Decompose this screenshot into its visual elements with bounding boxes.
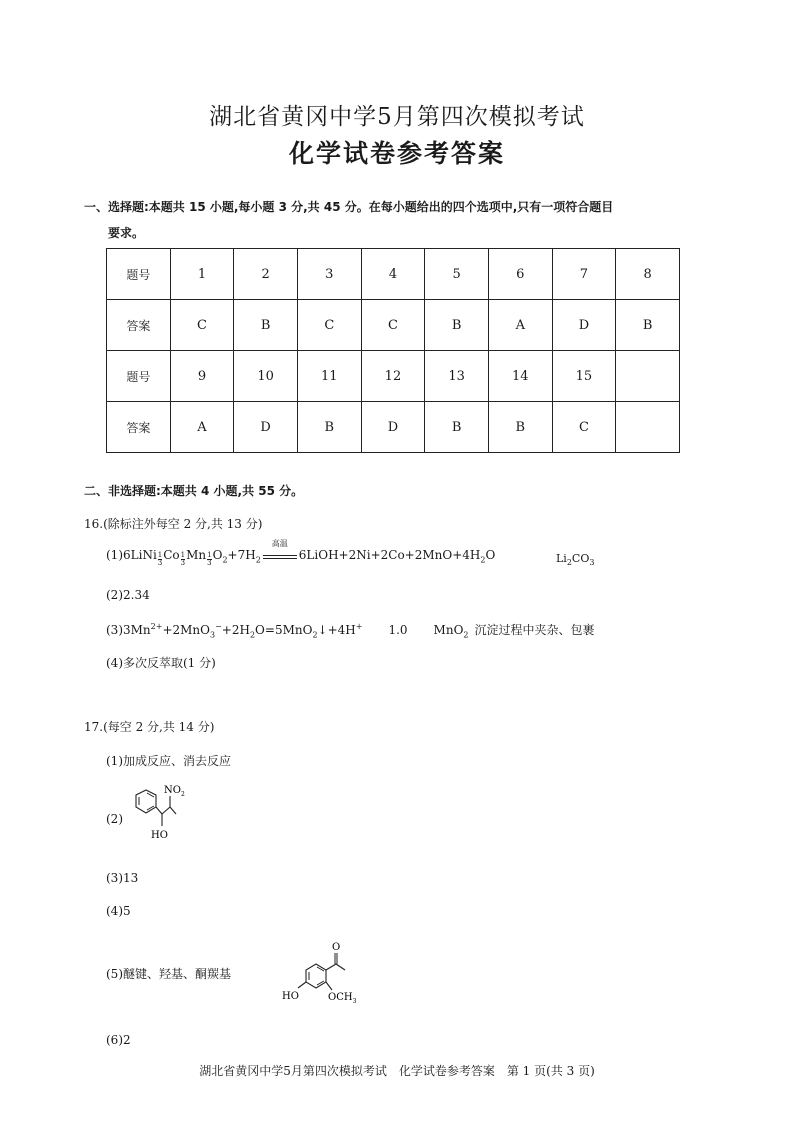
- fraction: [181, 552, 185, 567]
- table-row: [107, 402, 680, 453]
- superscript: −: [215, 622, 222, 631]
- eq-text: +7H: [227, 548, 256, 562]
- table-cell: D: [552, 300, 616, 351]
- eq-text: O: [212, 548, 223, 562]
- table-cell: 1: [170, 249, 234, 300]
- answer-value: 1.0: [388, 623, 408, 637]
- table-cell: B: [425, 300, 489, 351]
- table-cell: A: [488, 300, 552, 351]
- eq-text: (1)6LiNi: [106, 548, 157, 562]
- bond: [298, 982, 306, 988]
- reaction-arrow-high-temp: [263, 539, 297, 559]
- table-cell: B: [488, 402, 552, 453]
- eq-text: O=5MnO: [255, 623, 313, 637]
- eq-text: Li: [556, 552, 567, 565]
- eq-text: CO: [571, 552, 590, 565]
- q16-heading: 16.(除标注外每空 2 分,共 13 分): [84, 517, 263, 531]
- table-cell: A: [170, 402, 234, 453]
- eq-text: Co: [163, 548, 180, 562]
- table-cell: B: [234, 300, 298, 351]
- table-cell: [616, 351, 680, 402]
- subscript: 3: [210, 630, 216, 640]
- table-cell: 11: [297, 351, 361, 402]
- fraction: [158, 552, 162, 567]
- bond: [162, 807, 170, 814]
- q17-part3: (3)13: [106, 871, 139, 885]
- table-cell-label: 题号: [107, 351, 171, 402]
- subscript: 2: [312, 630, 318, 640]
- q17-heading: 17.(每空 2 分,共 14 分): [84, 720, 215, 734]
- equals-bars: [263, 555, 297, 559]
- eq-text: MnO: [433, 623, 464, 637]
- subscript: 2: [463, 630, 469, 640]
- q16-part3: [106, 621, 595, 639]
- table-cell: B: [425, 402, 489, 453]
- structure-nitro-alcohol: [124, 780, 214, 844]
- carbonyl-oxygen-label: O: [332, 942, 341, 953]
- bond: [326, 964, 336, 970]
- table-cell: 3: [297, 249, 361, 300]
- eq-text: 6LiOH+2Ni+2Co+2MnO+4H: [298, 548, 481, 562]
- subscript: 2: [566, 558, 572, 568]
- table-cell-label: 答案: [107, 300, 171, 351]
- table-row: [107, 351, 680, 402]
- table-cell: 4: [361, 249, 425, 300]
- methyl-bond: [336, 964, 345, 970]
- hydroxyl-label: HO: [151, 830, 168, 841]
- table-cell: D: [234, 402, 298, 453]
- table-cell: 10: [234, 351, 298, 402]
- fraction-numerator: 1: [180, 551, 186, 559]
- table-cell: 13: [425, 351, 489, 402]
- fraction-denominator: 3: [207, 559, 212, 567]
- eq-text: (3)3Mn: [106, 623, 151, 637]
- table-cell-label: 题号: [107, 249, 171, 300]
- q17-part6: (6)2: [106, 1033, 131, 1047]
- table-cell: 15: [552, 351, 616, 402]
- eq-text: +2H: [221, 623, 250, 637]
- eq-text: O: [485, 548, 496, 562]
- table-cell: B: [616, 300, 680, 351]
- q16-part1-equation: [106, 539, 496, 567]
- fraction-denominator: 3: [180, 559, 186, 567]
- q17-part1: (1)加成反应、消去反应: [106, 754, 231, 768]
- superscript: +: [355, 622, 363, 631]
- table-cell: C: [552, 402, 616, 453]
- table-cell: [616, 402, 680, 453]
- answer-key-title: 化学试卷参考答案: [288, 139, 505, 168]
- table-cell: C: [170, 300, 234, 351]
- table-cell: 14: [488, 351, 552, 402]
- methoxy-label: $OCH_3$: [328, 992, 357, 1005]
- table-row: [107, 300, 680, 351]
- table-cell: C: [361, 300, 425, 351]
- q16-part1-answer2: [556, 552, 594, 567]
- subscript: 2: [222, 555, 228, 565]
- structure-acetophenone: [276, 934, 386, 1010]
- bond: [326, 982, 332, 990]
- bond: [170, 807, 176, 814]
- q17-part5: (5)醚键、羟基、酮羰基: [106, 967, 231, 981]
- table-cell: B: [297, 402, 361, 453]
- eq-text: +2MnO: [162, 623, 210, 637]
- table-row: [107, 249, 680, 300]
- eq-text: Mn: [186, 548, 207, 562]
- exam-title: 湖北省黄冈中学5月第四次模拟考试: [209, 104, 585, 130]
- eq-text: ↓+4H: [317, 623, 356, 637]
- table-cell: 2: [234, 249, 298, 300]
- subscript: 3: [589, 558, 595, 568]
- fraction-denominator: 3: [157, 559, 163, 567]
- q16-part4: (4)多次反萃取(1 分): [106, 656, 216, 670]
- section2-heading: 二、非选择题:本题共 4 小题,共 55 分。: [84, 484, 304, 498]
- superscript: 2+: [150, 622, 163, 631]
- nitro-label: $NO_2$: [164, 785, 185, 798]
- table-cell: 8: [616, 249, 680, 300]
- subscript: 2: [249, 630, 256, 640]
- q17-part4: (4)5: [106, 904, 131, 918]
- reaction-condition: 高温: [271, 539, 288, 548]
- section1-heading: 一、选择题:本题共 15 小题,每小题 3 分,共 45 分。在每小题给出的四个选项中,只有一项符合题目: [84, 200, 614, 214]
- fraction-numerator: 1: [207, 551, 212, 559]
- table-cell: 7: [552, 249, 616, 300]
- table-cell: 6: [488, 249, 552, 300]
- answer-text: 沉淀过程中夹杂、包裹: [474, 623, 595, 637]
- table-cell: C: [297, 300, 361, 351]
- q17-part2-label: (2): [106, 812, 123, 826]
- subscript: 2: [480, 555, 486, 565]
- table-cell: 12: [361, 351, 425, 402]
- fraction-numerator: 1: [157, 551, 163, 559]
- q16-part2: (2)2.34: [106, 588, 150, 602]
- table-cell-label: 答案: [107, 402, 171, 453]
- table-cell: 9: [170, 351, 234, 402]
- hydroxyl-label: HO: [282, 991, 299, 1002]
- table-cell: D: [361, 402, 425, 453]
- fraction: [207, 552, 211, 567]
- page-footer: 湖北省黄冈中学5月第四次模拟考试 化学试卷参考答案 第 1 页(共 3 页): [199, 1064, 595, 1078]
- table-cell: 5: [425, 249, 489, 300]
- subscript: 2: [255, 555, 261, 565]
- section1-heading-cont: 要求。: [108, 226, 145, 240]
- bond: [156, 807, 162, 814]
- choice-answer-table: [106, 248, 680, 453]
